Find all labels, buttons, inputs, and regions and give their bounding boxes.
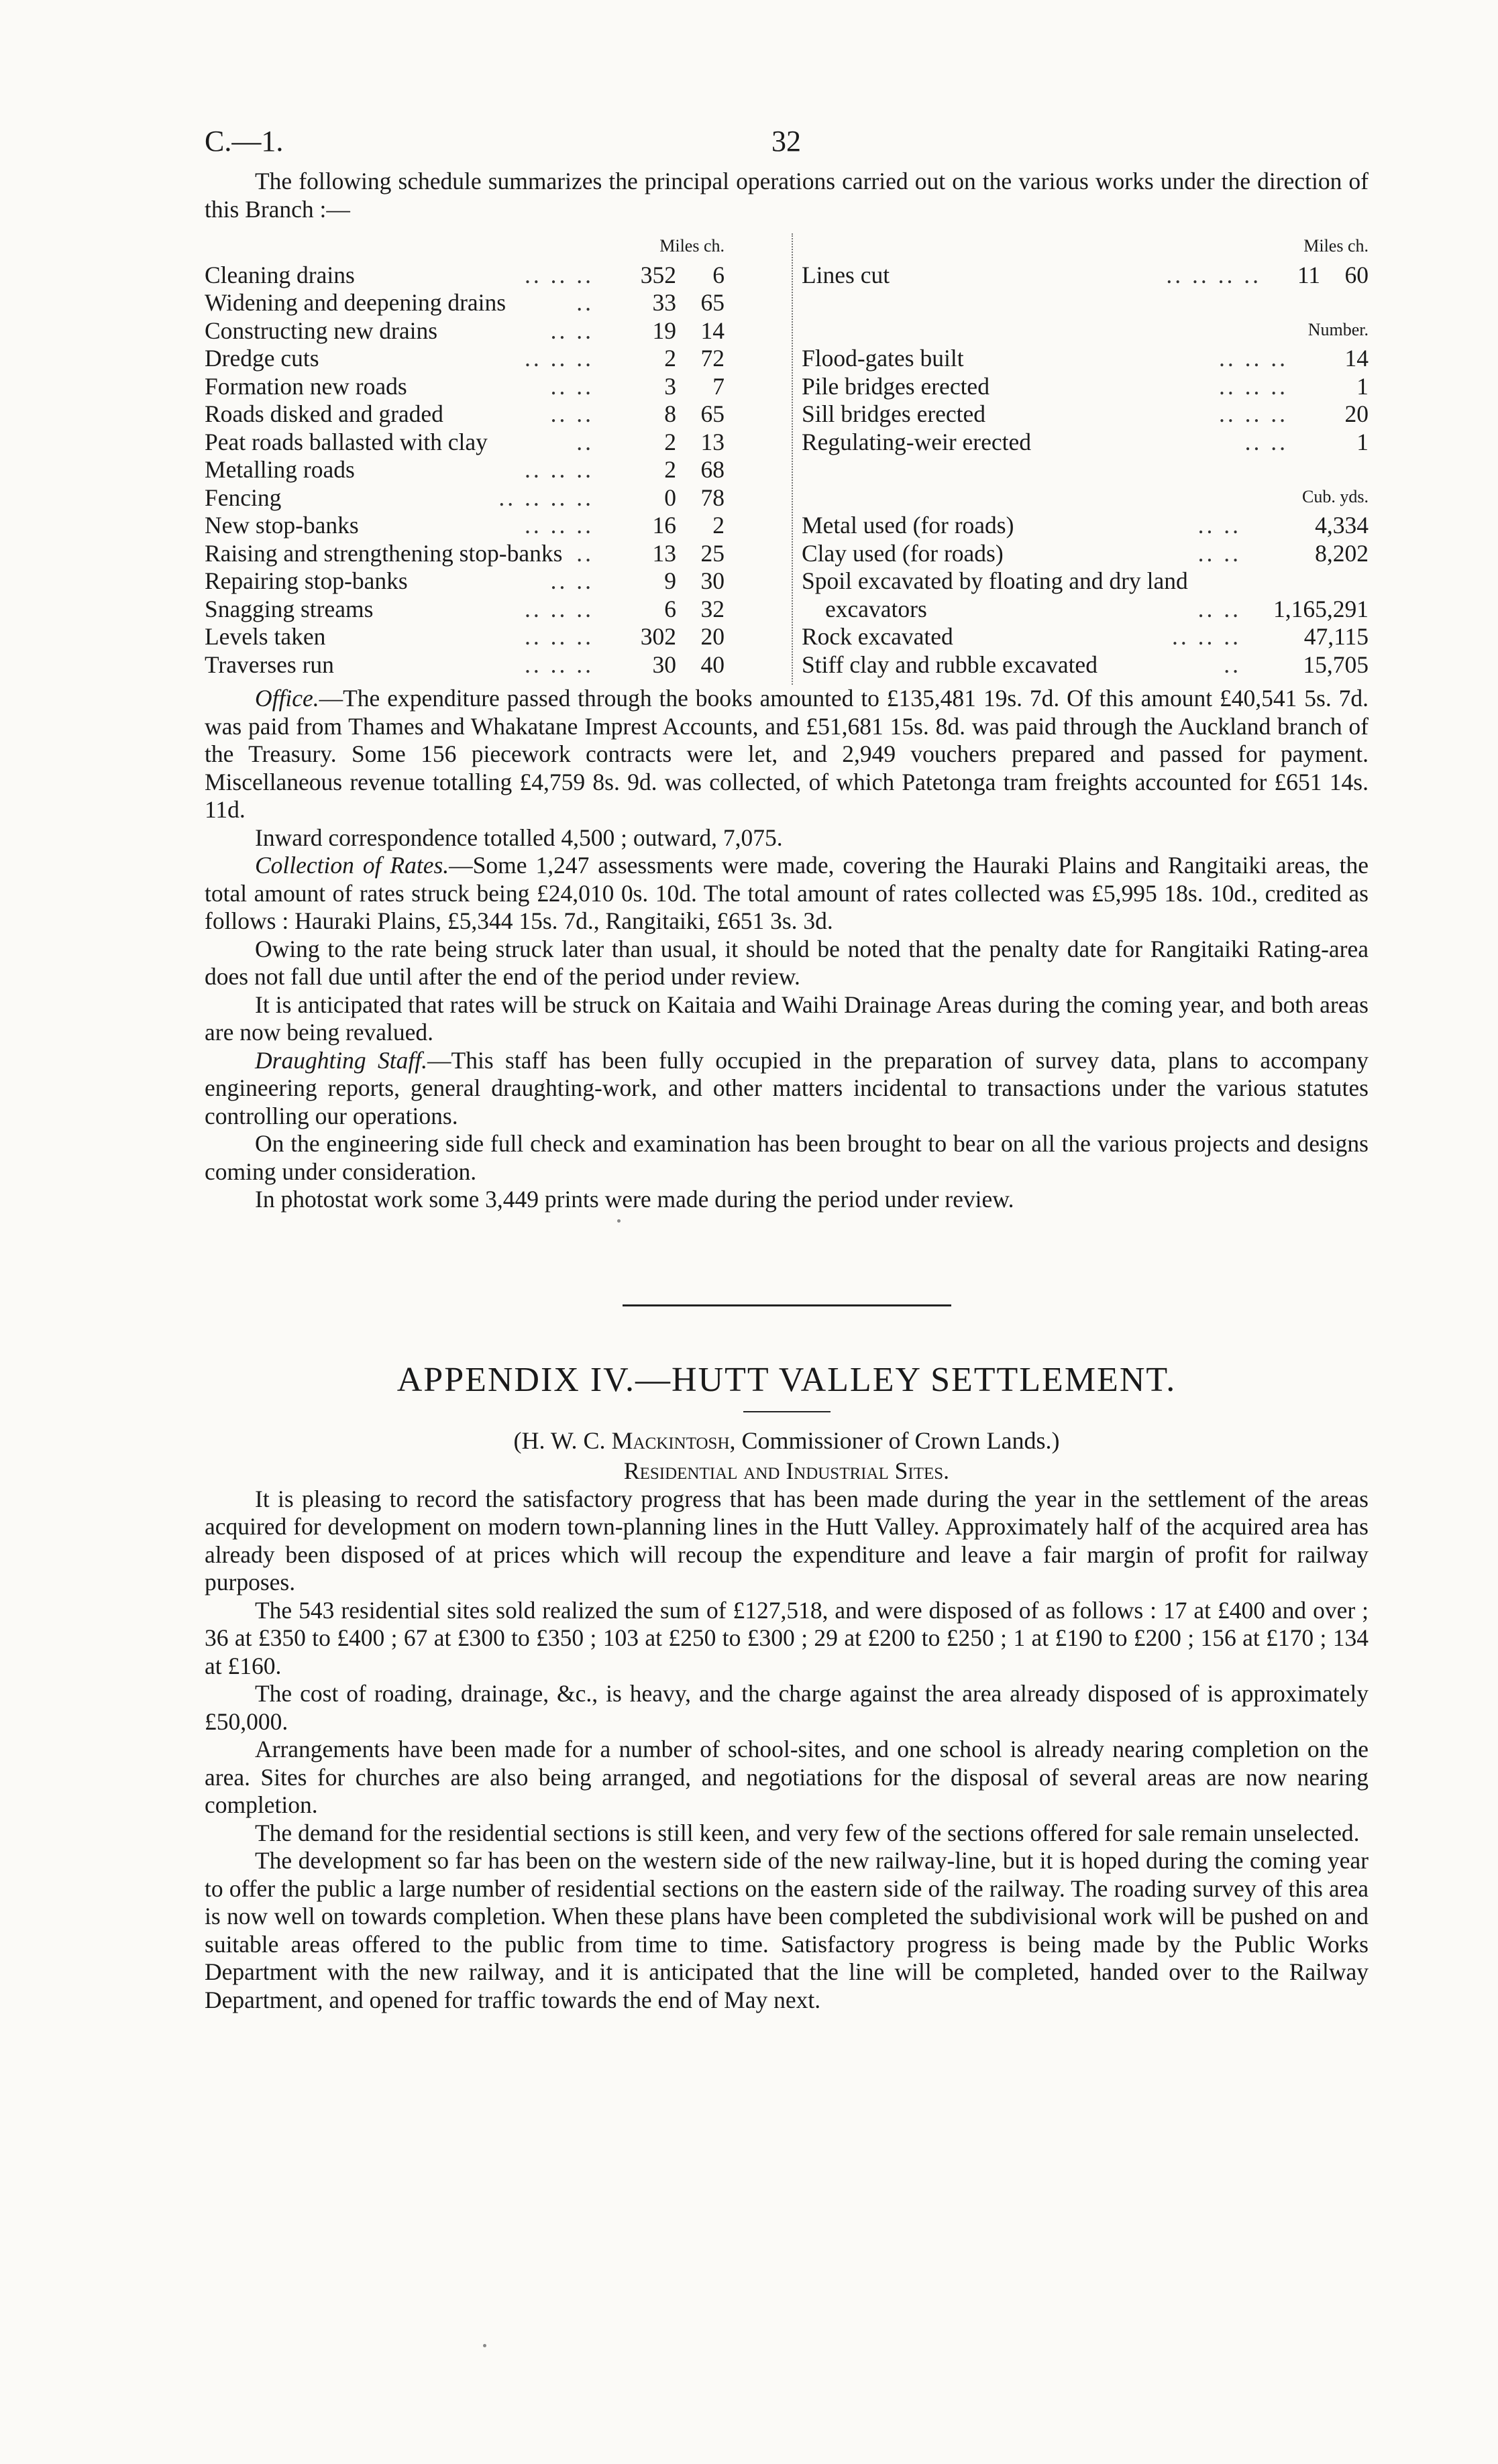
miles-value: 0 — [664, 484, 676, 511]
appendix-subheading: Residential and Industrial Sites. — [623, 1457, 950, 1484]
leader-dots: .. .. .. — [1219, 400, 1288, 427]
miles-value: 11 — [1297, 261, 1320, 288]
schedule-intro: The following schedule summarizes the principal operations carried out on the various works under the direction of this Branch :— — [205, 168, 1369, 223]
item-label: Sill bridges erected — [802, 400, 986, 427]
appendix-title: APPENDIX IV.—HUTT VALLEY SETTLEMENT. — [396, 1360, 1177, 1399]
schedule-left-column — [205, 233, 725, 679]
chains-value: 65 — [700, 289, 725, 316]
operation-label: Dredge cuts — [205, 345, 319, 372]
schedule-row — [205, 262, 725, 290]
schedule-divider — [792, 233, 793, 685]
leader-dots: .. — [576, 289, 594, 316]
spacer-row — [802, 289, 1369, 317]
cubic-yards-value: 47,115 — [1303, 623, 1369, 650]
item-label: Stiff clay and rubble excavated — [802, 651, 1098, 678]
miles-value: 302 — [640, 623, 676, 650]
appendix-paragraph: The cost of roading, drainage, &c., is heavy, and the charge against the area already disposed of is approximately £50,000. — [205, 1680, 1369, 1735]
leader-dots: .. .. .. .. — [498, 484, 594, 511]
miles-value: 30 — [652, 651, 676, 678]
chains-value: 78 — [700, 484, 725, 511]
miles-value: 9 — [664, 567, 676, 594]
appendix-paragraph: It is pleasing to record the satisfactory progress that has been made during the year in the settlement of the areas acquired for development on modern town-planning lines in the Hutt Valley. Approximately half of the acquired area has already been disposed of at prices which will recoup the expenditure and leave a fair margin of profit for railway purposes. — [205, 1485, 1369, 1595]
schedule-row — [205, 484, 725, 512]
schedule-row — [205, 373, 725, 401]
miles-value: 3 — [664, 372, 676, 400]
operation-label: Traverses run — [205, 651, 334, 678]
schedule-row — [205, 623, 725, 651]
schedule-row — [205, 456, 725, 484]
chains-value: 40 — [700, 651, 725, 678]
schedule-row — [802, 623, 1369, 651]
schedule-row — [802, 596, 1369, 624]
operation-label: Repairing stop-banks — [205, 567, 408, 594]
right-miles-header: Miles ch. — [1303, 236, 1369, 256]
correspondence-paragraph: Inward correspondence totalled 4,500 ; outward, 7,075. — [255, 824, 783, 851]
leader-dots: .. .. .. — [1219, 345, 1288, 372]
operation-label: Levels taken — [205, 623, 326, 650]
operation-label: Fencing — [205, 484, 282, 511]
operations-schedule — [205, 233, 1369, 685]
schedule-right-column — [802, 233, 1369, 679]
leader-dots: .. .. — [550, 317, 594, 344]
chains-value: 60 — [1344, 261, 1369, 288]
schedule-row — [802, 400, 1369, 429]
leader-dots: .. .. .. — [525, 345, 594, 372]
schedule-row — [205, 289, 725, 317]
cubic-yards-value: 1,165,291 — [1273, 595, 1369, 622]
chains-value: 20 — [700, 623, 725, 650]
miles-value: 2 — [664, 456, 676, 483]
item-label: Pile bridges erected — [802, 372, 989, 400]
leader-dots: .. .. — [550, 372, 594, 400]
item-label: Regulating-weir erected — [802, 428, 1032, 455]
page-number: 32 — [771, 125, 801, 158]
operation-label: Formation new roads — [205, 372, 407, 400]
leader-dots: .. .. — [1197, 512, 1241, 539]
chains-value: 65 — [700, 400, 725, 427]
item-label: Spoil excavated by floating and dry land — [802, 567, 1188, 594]
schedule-row — [205, 651, 725, 679]
page-header — [205, 127, 1369, 168]
appendix-paragraph: The 543 residential sites sold realized the sum of £127,518, and were disposed of as follows : 17 at £400 and over ; 36 at £350 to £400 ; 67 at £300 to £350 ; 103 at £250 to £300 ; 29 at £200 to £250 ; 1 at £190 to £200 ; 156 at £170 ; 134 at £160. — [205, 1596, 1369, 1679]
miles-value: 33 — [652, 289, 676, 316]
appendix-paragraph: Arrangements have been made for a number of school-sites, and one school is already nearing completion on the area. Sites for churches are also being arranged, and negotiations for the disposal of several areas are now nearing completion. — [205, 1736, 1369, 1818]
operation-label: Raising and strengthening stop-banks — [205, 539, 563, 567]
chains-value: 32 — [700, 595, 725, 622]
count-value: 14 — [1344, 345, 1369, 372]
rates-heading: Collection of Rates. — [255, 852, 449, 879]
schedule-row — [205, 345, 725, 373]
cubic-yards-header: Cub. yds. — [1302, 486, 1369, 506]
miles-value: 2 — [664, 345, 676, 372]
chains-value: 2 — [712, 512, 725, 539]
section-divider — [623, 1304, 951, 1306]
schedule-row — [802, 512, 1369, 540]
number-header: Number. — [1307, 319, 1369, 339]
chains-value: 25 — [700, 539, 725, 567]
leader-dots: .. .. — [1197, 595, 1241, 622]
leader-dots: .. .. .. — [525, 456, 594, 483]
leader-dots: .. .. .. — [1172, 623, 1241, 650]
schedule-row — [802, 345, 1369, 373]
draughting-paragraph: Draughting Staff.—This staff has been fully occupied in the preparation of survey data, plans to accompany engineering reports, general draughting-work, and other matters incidental to transactions under the various statutes controlling our operations. — [205, 1046, 1369, 1129]
leader-dots: .. .. — [1197, 539, 1241, 567]
chains-value: 68 — [700, 456, 725, 483]
cubic-yards-value: 4,334 — [1315, 512, 1369, 539]
item-label: Flood-gates built — [802, 345, 964, 372]
schedule-row — [205, 429, 725, 457]
item-label: Metal used (for roads) — [802, 512, 1014, 539]
miles-value: 16 — [652, 512, 676, 539]
chains-value: 30 — [700, 567, 725, 594]
operation-label: Widening and deepening drains — [205, 289, 506, 316]
office-heading: Office. — [255, 685, 319, 712]
operation-label: Metalling roads — [205, 456, 355, 483]
schedule-row — [802, 567, 1369, 596]
operation-label: Roads disked and graded — [205, 400, 443, 427]
draughting-heading: Draughting Staff. — [255, 1046, 428, 1074]
doc-reference: C.—1. — [205, 125, 284, 158]
chains-value: 7 — [712, 372, 725, 400]
miles-value: 352 — [640, 261, 676, 288]
operation-label: Cleaning drains — [205, 261, 355, 288]
operation-label: Snagging streams — [205, 595, 374, 622]
count-value: 1 — [1356, 372, 1369, 400]
leader-dots: .. .. .. — [525, 595, 594, 622]
count-value: 20 — [1344, 400, 1369, 427]
schedule-row — [205, 512, 725, 540]
engineering-paragraph: On the engineering side full check and examination has been brought to bear on all the various projects and designs coming under consideration. — [205, 1130, 1369, 1185]
schedule-row — [802, 651, 1369, 679]
miles-value: 13 — [652, 539, 676, 567]
miles-value: 2 — [664, 428, 676, 455]
operation-label: Peat roads ballasted with clay — [205, 428, 488, 455]
cubic-yards-value: 8,202 — [1315, 539, 1369, 567]
leader-dots: .. .. — [550, 400, 594, 427]
cubic-yards-value: 15,705 — [1303, 651, 1369, 678]
schedule-row — [205, 400, 725, 429]
operation-label: New stop-banks — [205, 512, 359, 539]
appendix-paragraph: The demand for the residential sections is still keen, and very few of the sections offered for sale remain unselected. — [255, 1819, 1360, 1846]
item-label: Rock excavated — [802, 623, 953, 650]
schedule-row — [802, 429, 1369, 457]
leader-dots: .. .. .. .. — [1166, 261, 1261, 288]
schedule-row — [205, 317, 725, 345]
miles-value: 8 — [664, 400, 676, 427]
chains-value: 13 — [700, 428, 725, 455]
chains-value: 14 — [700, 317, 725, 344]
photostat-paragraph: In photostat work some 3,449 prints were made during the period under review. — [255, 1186, 1014, 1213]
document-page — [205, 127, 1369, 2014]
operation-label: Lines cut — [802, 261, 890, 288]
schedule-row — [205, 540, 725, 568]
schedule-row — [802, 262, 1369, 290]
appendix-byline: (H. W. C. Mackintosh, Commissioner of Crown Lands.) — [513, 1426, 1060, 1454]
operation-label: Constructing new drains — [205, 317, 438, 344]
count-value: 1 — [1356, 428, 1369, 455]
schedule-row — [802, 540, 1369, 568]
chains-value: 72 — [700, 345, 725, 372]
appendix-paragraph: The development so far has been on the western side of the new railway-line, but it is hoped during the coming year to offer the public a large number of residential sections on the eastern side of the railway. The roading survey of this area is now well on towards completion. When these plans have been completed the subdivisional work will be pushed on and suitable areas offered to the public from time to time. Satisfactory progress is being made by the Public Works Department with the new railway, and it is anticipated that the line will be completed, handed over to the Railway Department, and opened for traffic towards the end of May next. — [205, 1847, 1369, 2013]
schedule-row — [205, 567, 725, 596]
leader-dots: .. .. .. — [525, 261, 594, 288]
penalty-paragraph: Owing to the rate being struck later than usual, it should be noted that the penalty date for Rangitaiki Rating-area does not fall due until after the end of the period under review. — [205, 935, 1369, 990]
leader-dots: .. .. .. — [1219, 372, 1288, 400]
miles-value: 19 — [652, 317, 676, 344]
title-rule — [743, 1411, 831, 1412]
miles-value: 6 — [664, 595, 676, 622]
leader-dots: .. .. — [550, 567, 594, 594]
appendix-body — [205, 1486, 1369, 2015]
leader-dots: .. — [576, 428, 594, 455]
rates-paragraph: Collection of Rates.—Some 1,247 assessments were made, covering the Hauraki Plains and Rangitaiki areas, the total amount of rates struck being £24,010 0s. 10d. The total amount of rates collected was £5,995 18s. 10d., credited as follows : Hauraki Plains, £5,344 15s. 7d., Rangitaiki, £651 3s. 3d. — [205, 852, 1369, 934]
leader-dots: .. — [1224, 651, 1241, 678]
leader-dots: .. .. .. — [525, 623, 594, 650]
revaluation-paragraph: It is anticipated that rates will be struck on Kaitaia and Waihi Drainage Areas during the coming year, and both areas are now being revalued. — [205, 991, 1369, 1046]
leader-dots: .. .. — [1244, 428, 1288, 455]
schedule-row — [205, 596, 725, 624]
spacer-row — [802, 456, 1369, 484]
leader-dots: .. .. .. — [525, 512, 594, 539]
scan-speck — [617, 1219, 621, 1223]
leader-dots: .. — [576, 539, 594, 567]
chains-value: 6 — [712, 261, 725, 288]
schedule-row — [802, 373, 1369, 401]
scan-speck — [483, 2344, 486, 2347]
item-label: Clay used (for roads) — [802, 539, 1004, 567]
office-paragraph: Office.—The expenditure passed through the books amounted to £135,481 19s. 7d. Of this amount £40,541 5s. 7d. was paid from Thames and Whakatane Imprest Accounts, and £51,681 15s. 8d. was paid through the Auckland branch of the Treasury. Some 156 piecework contracts were let, and 2,949 vouchers prepared and passed for payment. Miscellaneous revenue totalling £4,759 8s. 9d. was collected, of which Patetonga tram freights accounted for £651 14s. 11d. — [205, 685, 1369, 823]
left-unit-header: Miles ch. — [659, 236, 725, 256]
leader-dots: .. .. .. — [525, 651, 594, 678]
item-label: excavators — [825, 595, 927, 622]
